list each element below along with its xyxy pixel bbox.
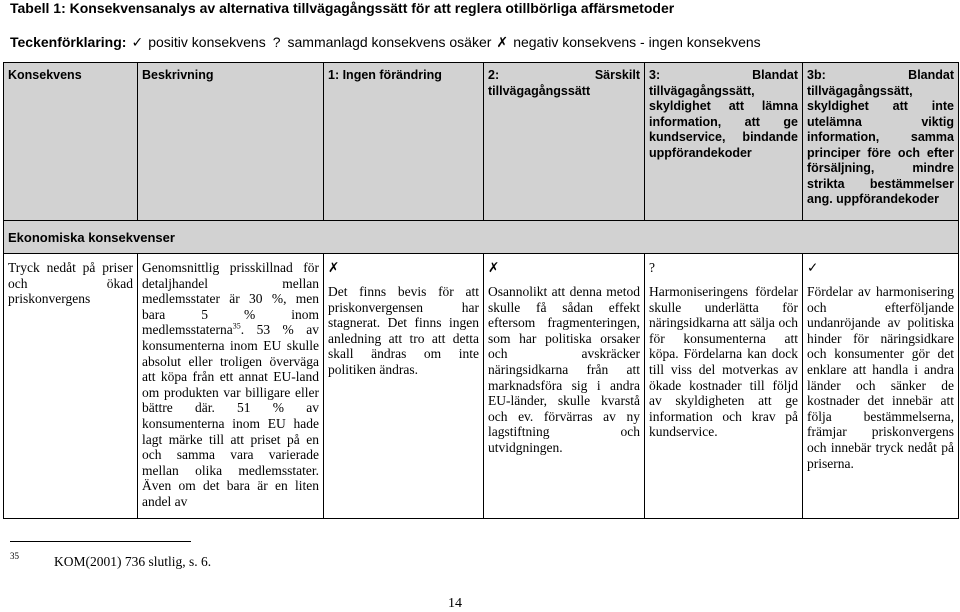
section-row [4, 221, 959, 254]
cross-icon: ✗ [488, 260, 500, 275]
table-title: Tabell 1: Konsekvensanalys av alternativa tillvägagångssätt för att reglera otillbörliga affärsmetoder [10, 0, 675, 16]
check-icon: ✓ [131, 34, 144, 50]
check-icon: ✓ [807, 260, 819, 275]
cell-alt3 [645, 254, 803, 519]
question-icon: ? [272, 34, 281, 50]
table-row [4, 254, 959, 519]
alt3b-text: Fördelar av harmonisering och efterföljande undanröjande av politiska hinder för näringsidkare och konsumenter gör det enklare att handla i andra länder och sänker de kostnader det innebär att följa bestämmelserna, främjar priskonvergens och innebär tryck nedåt på priserna. [807, 284, 954, 471]
header-beskrivning: Beskrivning [138, 63, 324, 221]
cell-alt3b [803, 254, 959, 519]
legend-uncertain-text: sammanlagd konsekvens osäker [287, 34, 492, 50]
consequence-table [3, 62, 959, 519]
legend [10, 34, 761, 50]
page-number: 14 [448, 596, 462, 611]
cell-alt2 [484, 254, 645, 519]
table-header-row [4, 63, 959, 221]
beskrivning-text: Genomsnittlig prisskillnad för detaljhandel mellan medlemsstater är 30 %, men bara 5 % inom medlemsstaterna$^{35}$. 53 % av konsumenterna inom EU skulle absolut eller troligen överväga att köpa från ett annat EU-land om produkten var billigare eller bättre där. 51 % av konsumenterna inom EU hade lagt märke till att priset på en och samma vara varierade mellan olika medlemsstater. Även om det bara är en liten andel av [142, 260, 319, 509]
cell-beskrivning [138, 254, 324, 519]
cell-konsekvens [4, 254, 138, 519]
footnote-number: 35 [10, 551, 19, 561]
footnote-text: KOM(2001) 736 slutlig, s. 6. [54, 554, 212, 569]
alt1-text: Det finns bevis för att priskonvergensen har stagnerat. Det finns ingen anledning att tro att detta skall ändras om inte politiken ändras. [328, 284, 479, 377]
alt3-text: Harmoniseringens fördelar skulle underlätta för näringsidkarna att sälja och för konsumenterna att köpa. Fördelarna kan dock till viss del motverkas av ökade kostnader till följd av skyldigheten att ge information och krav på kundservice. [649, 284, 798, 440]
header-alt1: 1: Ingen förändring [324, 63, 484, 221]
cross-icon: ✗ [496, 34, 509, 50]
legend-positive-text: positiv konsekvens [148, 34, 266, 50]
header-konsekvens: Konsekvens [4, 63, 138, 221]
legend-label: Teckenförklaring: [10, 34, 127, 50]
cross-icon: ✗ [328, 260, 340, 275]
footnote-ref: 35 [232, 321, 241, 331]
header-alt3b: 3b: Blandat tillvägagångssätt, skyldighet att inte utelämna viktig information, samma principer före och efter försäljning, mindre strikta bestämmelser ang. uppförandekoder [803, 63, 959, 221]
cell-alt1 [324, 254, 484, 519]
section-label: Ekonomiska konsekvenser [4, 221, 959, 254]
konsekvens-text: Tryck nedåt på priser och ökad priskonvergens [8, 260, 133, 307]
header-alt2: 2: Särskilt tillvägagångssätt [484, 63, 645, 221]
alt2-text: Osannolikt att denna metod skulle få sådan effekt eftersom fragmenteringen, som har politiska orsaker och avskräcker näringsidkarna från att marknadsföra sig i andra EU-länder, skulle kvarstå och ev. förvärras av ny lagstiftning och utvidgningen. [488, 284, 640, 455]
legend-negative-text: negativ konsekvens - ingen konsekvens [513, 34, 761, 50]
header-alt3: 3: Blandat tillvägagångssätt, skyldighet att lämna information, att ge kundservice, bindande uppförandekoder [645, 63, 803, 221]
footnote-divider [10, 541, 191, 542]
question-icon: ? [649, 260, 655, 275]
